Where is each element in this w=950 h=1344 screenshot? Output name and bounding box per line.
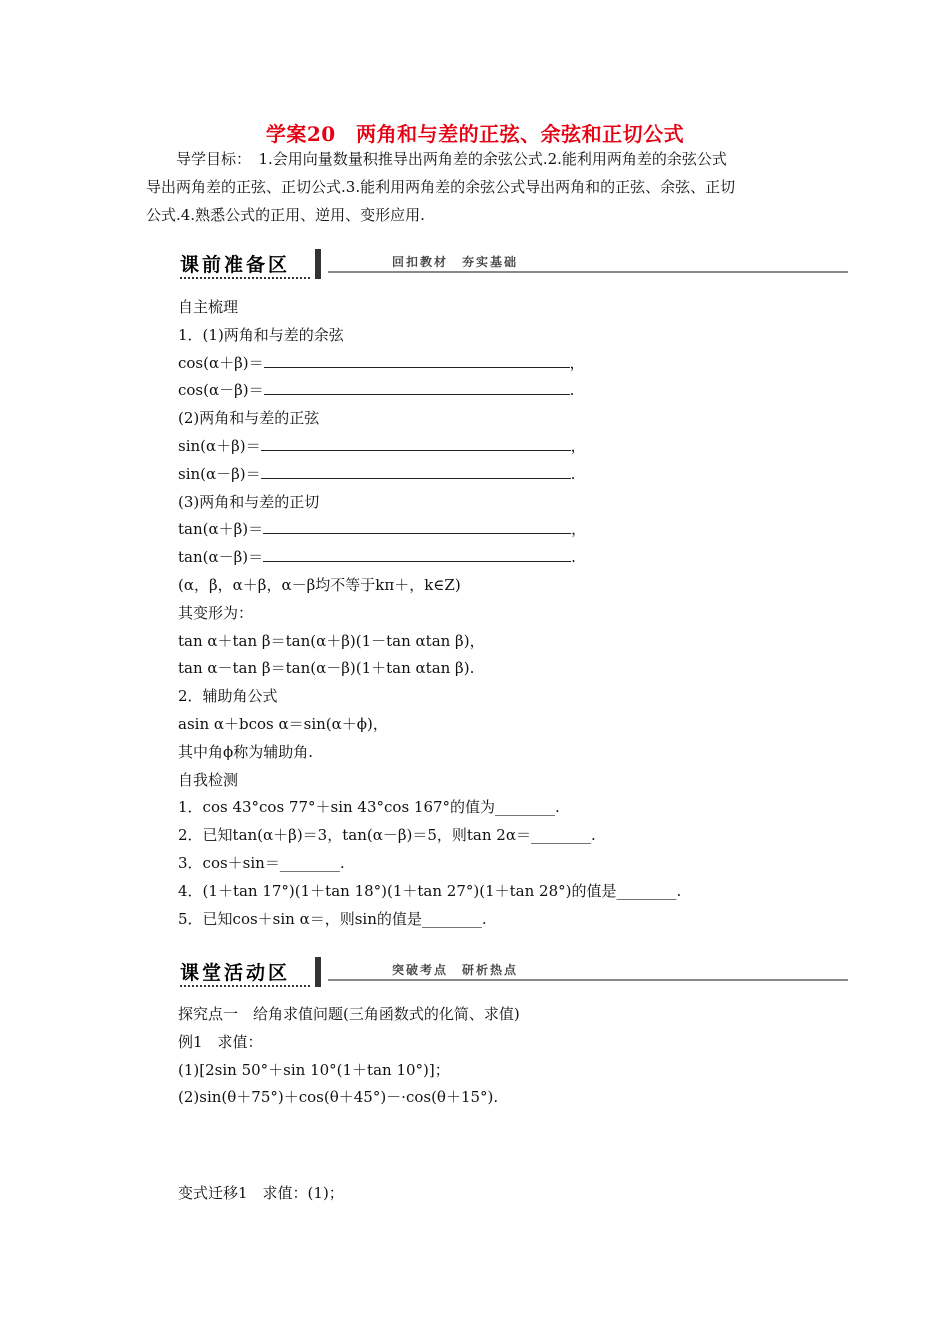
formula-blank-line: cos(α－β)＝ . [178, 377, 818, 405]
formula-line: tan α＋tan β＝tan(α＋β)(1－tan αtan β)， [178, 631, 485, 650]
text-line: 其中角ϕ称为辅助角. [178, 742, 313, 761]
list-item: 2．辅助角公式 [178, 687, 278, 706]
section-label-underline [180, 985, 310, 987]
answer-blank[interactable] [261, 434, 571, 451]
condition-note: (α，β，α＋β，α－β均不等于kπ＋，k∈Z) [178, 575, 461, 594]
answer-blank[interactable] [263, 517, 571, 534]
goal-line: 导学目标： 1.会用向量数量积推导出两角差的余弦公式.2.能利用两角差的余弦公式 [176, 150, 727, 168]
example-part: (2)sin(θ＋75°)＋cos(θ＋45°)－·cos(θ＋15°). [178, 1088, 499, 1107]
section-header-activity [180, 955, 848, 989]
section-rule [328, 979, 848, 981]
goal-line: 公式.4.熟悉公式的正用、逆用、变形应用. [146, 206, 425, 224]
section-label: 课堂活动区 [180, 962, 291, 984]
answer-blank[interactable] [264, 378, 570, 395]
answer-blank[interactable] [264, 351, 570, 368]
section-rule [328, 271, 848, 273]
page-title: 学案20 两角和与差的正弦、余弦和正切公式 [265, 122, 685, 146]
prep-content [178, 294, 818, 933]
learning-goals [146, 145, 811, 229]
example-part: (1)[2sin 50°＋sin 10°(1＋tan 10°)]； [178, 1060, 450, 1079]
question: 3．cos＋sin＝________. [178, 853, 345, 872]
formula-blank-line: cos(α＋β)＝ ， [178, 350, 818, 378]
question: 1．cos 43°cos 77°＋sin 43°cos 167°的值为________. [178, 798, 560, 817]
exploration-point: 探究点一 给角求值问题(三角函数式的化简、求值) [178, 1005, 520, 1023]
list-item: 1．(1)两角和与差的余弦 [178, 325, 344, 344]
example-heading: 例1 求值： [178, 1032, 263, 1051]
section-label-underline [180, 277, 310, 279]
question: 5．已知cos＋sin α＝，则sin的值是________. [178, 909, 487, 928]
formula-blank-line: tan(α＋β)＝ ， [178, 516, 818, 544]
subheading: 自主梳理 [178, 298, 239, 316]
subheading: 自我检测 [178, 770, 239, 789]
text-line: 其变形为： [178, 603, 254, 622]
formula-line: tan α－tan β＝tan(α－β)(1＋tan αtan β). [178, 659, 475, 678]
goal-line: 导出两角差的正弦、正切公式.3.能利用两角差的余弦公式导出两角和的正弦、余弦、正切 [146, 178, 736, 196]
section-header-prep [180, 247, 848, 281]
formula-line: asin α＋bcos α＝sin(α＋ϕ)， [178, 714, 388, 733]
section-divider-bar [315, 957, 321, 987]
list-item: (3)两角和与差的正切 [178, 492, 320, 511]
section-subtitle: 突破考点 研析热点 [392, 963, 519, 977]
question: 2．已知tan(α＋β)＝3，tan(α－β)＝5，则tan 2α＝________. [178, 826, 596, 845]
activity-content [178, 1001, 818, 1112]
answer-blank[interactable] [263, 545, 571, 562]
question: 4．(1＋tan 17°)(1＋tan 18°)(1＋tan 27°)(1＋tan 28°)的值是________. [178, 881, 682, 900]
section-label: 课前准备区 [180, 254, 291, 276]
answer-blank[interactable] [261, 462, 571, 479]
formula-blank-line: sin(α－β)＝ . [178, 461, 818, 489]
exercise-heading: 变式迁移1 求值：(1)； [178, 1184, 344, 1202]
formula-blank-line: tan(α－β)＝ . [178, 544, 818, 572]
formula-blank-line: sin(α＋β)＝ ， [178, 433, 818, 461]
section-divider-bar [315, 249, 321, 279]
section-subtitle: 回扣教材 夯实基础 [392, 255, 519, 269]
transfer-exercise [178, 1180, 818, 1208]
list-item: (2)两角和与差的正弦 [178, 409, 320, 428]
